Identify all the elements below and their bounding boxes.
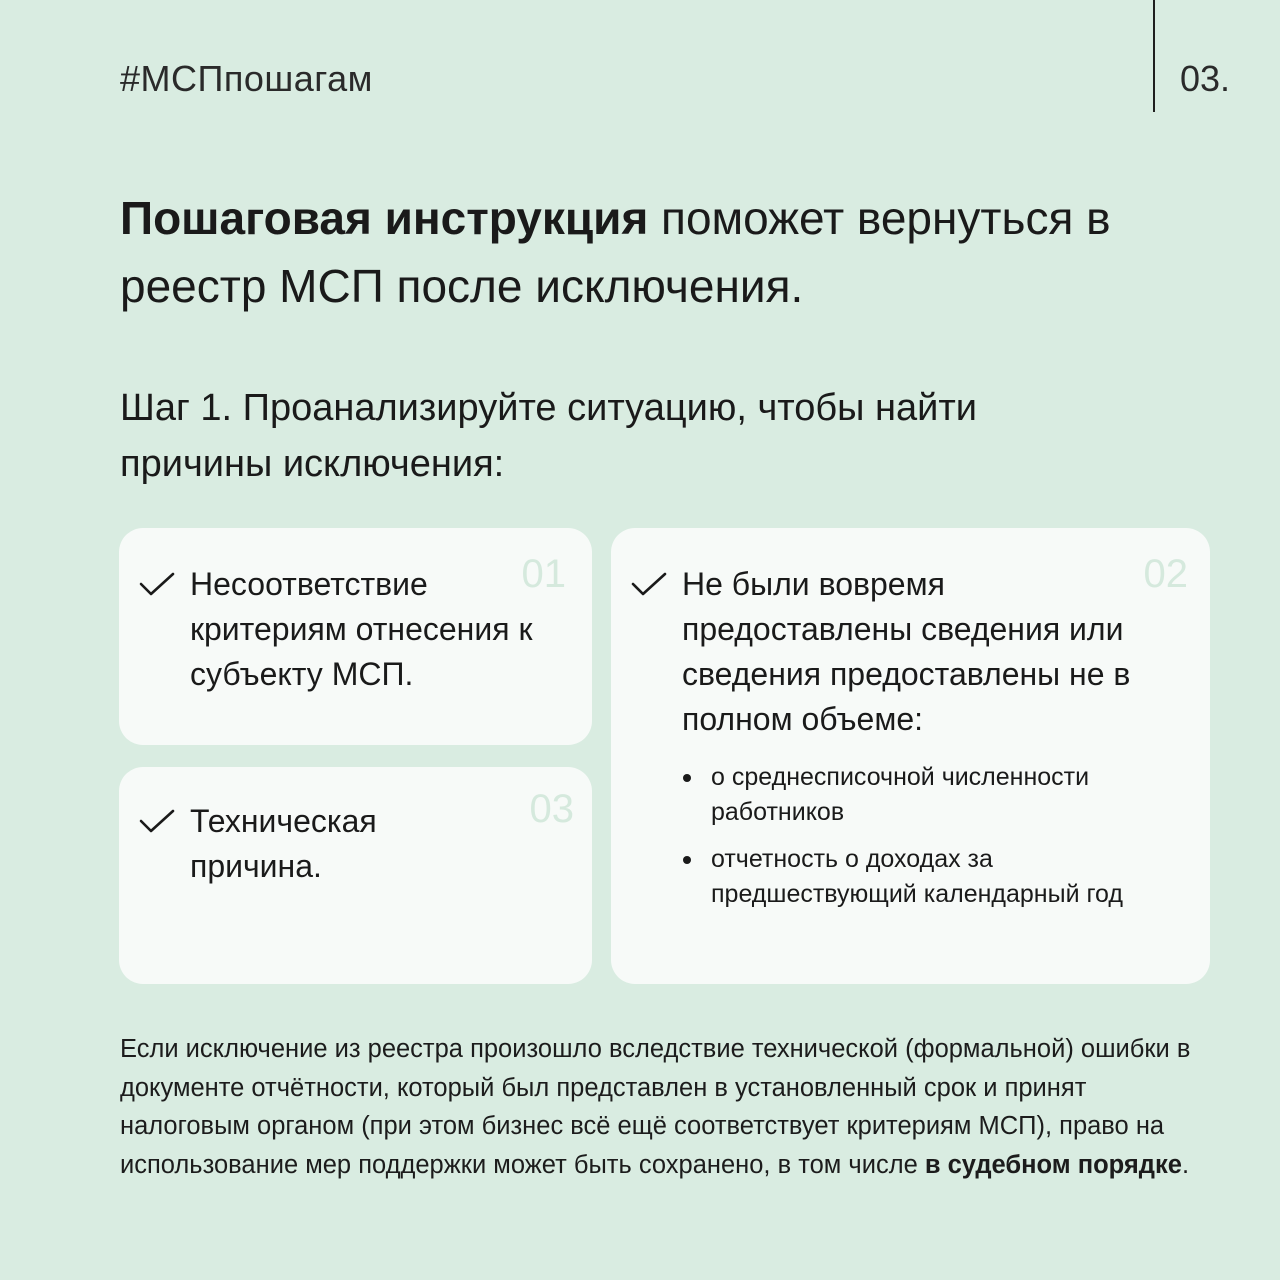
- card-number: 02: [1143, 552, 1188, 596]
- bullet-list: [681, 760, 1181, 924]
- headline-regular: поможет вернуться в реестр МСП после исключения.: [120, 192, 1111, 312]
- card-text: Не были вовремя предоставлены сведения или сведения предоставлены не в полном объеме:: [682, 566, 1131, 737]
- hashtag: #МСПпошагам: [120, 58, 373, 99]
- header-divider: [1153, 0, 1155, 112]
- list-item: о среднесписочной численности работников: [681, 760, 1141, 830]
- footnote-text: Если исключение из реестра произошло вследствие технической (формальной) ошибки в документе отчётности, который был представлен в установленный срок и принят налоговым органом (при этом бизнес всё ещё соответствует критериям МСП), право на использование мер поддержки может быть сохранено, в том числе: [120, 1035, 1191, 1179]
- reason-card-2: [611, 528, 1210, 984]
- card-number: 03: [529, 787, 574, 831]
- list-item: отчетность о доходах за предшествующий календарный год: [681, 842, 1171, 912]
- headline: [120, 184, 1180, 320]
- headline-bold: Пошаговая инструкция: [120, 192, 649, 244]
- reason-card-3: [119, 767, 592, 984]
- card-text: Техническая причина.: [190, 803, 377, 884]
- footnote-end: .: [1181, 1150, 1190, 1179]
- footnote: [120, 1030, 1220, 1184]
- page-number: 03.: [1180, 58, 1231, 99]
- reason-card-1: [119, 528, 592, 745]
- step-title: Шаг 1. Проанализируйте ситуацию, чтобы найти причины исключения:: [120, 387, 978, 485]
- footnote-bold: в судебном порядке: [924, 1150, 1182, 1179]
- card-text: Несоответствие критериям отнесения к субъекту МСП.: [190, 566, 533, 692]
- card-number: 01: [521, 552, 566, 596]
- check-icon: [139, 809, 175, 833]
- check-icon: [139, 572, 175, 596]
- check-icon: [631, 572, 667, 596]
